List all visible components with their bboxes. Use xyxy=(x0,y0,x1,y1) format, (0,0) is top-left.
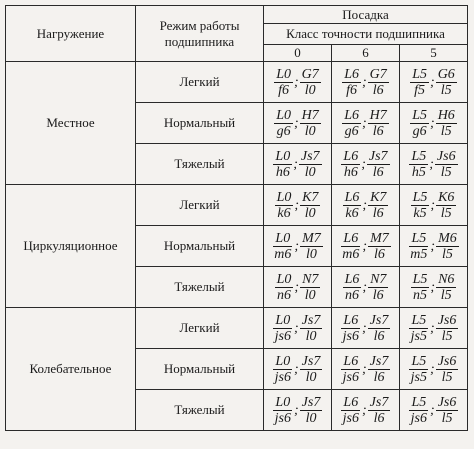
fit-numerator: L0 xyxy=(275,313,291,328)
fit-numerator: L6 xyxy=(344,190,360,205)
fit-numerator: N7 xyxy=(302,272,319,287)
shaft-fit-fraction xyxy=(341,313,361,344)
fit-expression xyxy=(409,395,459,426)
fit-cell xyxy=(400,349,468,390)
fit-numerator: H7 xyxy=(369,108,387,123)
fit-denominator: f6 xyxy=(346,83,358,98)
housing-fit-fraction xyxy=(300,108,321,139)
fit-separator: ; xyxy=(294,115,299,131)
shaft-fit-fraction xyxy=(409,354,429,385)
fit-numerator: L5 xyxy=(411,313,427,328)
fit-numerator: L6 xyxy=(343,231,359,246)
fit-cell xyxy=(264,390,332,431)
fit-denominator: h5 xyxy=(411,165,426,180)
fit-expression xyxy=(342,108,389,139)
fit-denominator: g6 xyxy=(412,124,427,139)
fit-expression xyxy=(410,67,457,98)
shaft-fit-fraction xyxy=(341,354,361,385)
mode-cell: Тяжелый xyxy=(136,390,264,431)
fit-numerator: L0 xyxy=(275,149,291,164)
fit-cell xyxy=(332,226,400,267)
mode-cell: Легкий xyxy=(136,62,264,103)
fit-separator: ; xyxy=(429,156,434,172)
fit-separator: ; xyxy=(430,320,435,336)
fit-denominator: l5 xyxy=(441,370,453,385)
fit-denominator: js6 xyxy=(342,411,359,426)
fit-denominator: js6 xyxy=(274,411,291,426)
housing-fit-fraction xyxy=(368,272,388,303)
housing-fit-fraction xyxy=(436,190,456,221)
fit-denominator: g6 xyxy=(344,124,359,139)
fit-numerator: L6 xyxy=(344,108,359,123)
fit-numerator: G7 xyxy=(301,67,319,82)
fit-denominator: l0 xyxy=(304,83,316,98)
fit-numerator: L6 xyxy=(343,354,359,369)
table-row xyxy=(6,308,468,349)
housing-fit-fraction xyxy=(300,190,320,221)
fit-numerator: L5 xyxy=(411,395,427,410)
fit-cell xyxy=(400,267,468,308)
fit-separator: ; xyxy=(362,115,367,131)
fit-expression xyxy=(409,149,457,180)
fit-separator: ; xyxy=(362,197,368,213)
fit-cell xyxy=(264,62,332,103)
fit-separator: ; xyxy=(430,279,436,295)
fit-denominator: l6 xyxy=(373,370,385,385)
fit-expression xyxy=(341,149,389,180)
fit-numerator: L0 xyxy=(276,108,291,123)
shaft-fit-fraction xyxy=(273,354,293,385)
mode-cell: Легкий xyxy=(136,308,264,349)
fit-cell xyxy=(264,144,332,185)
fit-separator: ; xyxy=(430,402,435,418)
mode-cell: Нормальный xyxy=(136,226,264,267)
fit-denominator: l5 xyxy=(441,411,453,426)
fit-numerator: L0 xyxy=(276,272,292,287)
fit-numerator: L0 xyxy=(276,190,292,205)
housing-fit-fraction xyxy=(368,231,391,262)
fit-numerator: Js7 xyxy=(301,313,321,328)
fit-numerator: Js7 xyxy=(369,354,389,369)
fit-numerator: L5 xyxy=(411,354,427,369)
fit-expression xyxy=(342,67,389,98)
fit-denominator: l5 xyxy=(440,83,452,98)
housing-fit-fraction xyxy=(300,354,323,385)
fit-cell xyxy=(264,185,332,226)
housing-fit-fraction xyxy=(436,272,456,303)
housing-fit-fraction xyxy=(300,272,320,303)
fit-numerator: G7 xyxy=(369,67,387,82)
fit-denominator: l6 xyxy=(373,411,385,426)
fit-separator: ; xyxy=(430,115,435,131)
fit-cell xyxy=(332,185,400,226)
fit-expression xyxy=(273,149,321,180)
fit-numerator: L0 xyxy=(275,231,291,246)
shaft-fit-fraction xyxy=(272,231,293,262)
header-mode: Режим работы подшипника xyxy=(136,6,264,62)
fit-denominator: k6 xyxy=(345,206,359,221)
shaft-fit-fraction xyxy=(410,108,429,139)
load-type-cell: Местное xyxy=(6,62,136,185)
fit-expression xyxy=(341,395,391,426)
housing-fit-fraction xyxy=(436,231,459,262)
shaft-fit-fraction xyxy=(410,67,429,98)
fits-table xyxy=(5,5,468,431)
housing-fit-fraction xyxy=(436,354,459,385)
fit-cell xyxy=(400,144,468,185)
shaft-fit-fraction xyxy=(273,395,293,426)
fit-cell xyxy=(264,267,332,308)
fit-denominator: n5 xyxy=(413,288,427,303)
fit-numerator: L0 xyxy=(276,67,291,82)
fit-numerator: L5 xyxy=(412,272,428,287)
fit-numerator: L5 xyxy=(412,108,428,123)
fit-denominator: l5 xyxy=(441,329,453,344)
shaft-fit-fraction xyxy=(273,149,292,180)
fit-separator: ; xyxy=(430,74,435,90)
mode-cell: Тяжелый xyxy=(136,267,264,308)
fit-expression xyxy=(340,231,390,262)
housing-fit-fraction xyxy=(299,149,322,180)
header-fit: Посадка xyxy=(264,6,468,24)
fit-numerator: L6 xyxy=(344,272,360,287)
table-row xyxy=(6,185,468,226)
fit-expression xyxy=(274,108,321,139)
fit-separator: ; xyxy=(294,197,300,213)
fit-denominator: l0 xyxy=(304,165,316,180)
fit-denominator: m6 xyxy=(342,247,360,262)
housing-fit-fraction xyxy=(300,395,323,426)
fit-numerator: K7 xyxy=(370,190,387,205)
fit-numerator: Js6 xyxy=(437,395,457,410)
shaft-fit-fraction xyxy=(274,108,293,139)
housing-fit-fraction xyxy=(436,313,459,344)
fit-numerator: L6 xyxy=(343,395,359,410)
fit-expression xyxy=(411,190,457,221)
fit-numerator: L0 xyxy=(275,395,291,410)
fit-numerator: K7 xyxy=(302,190,319,205)
housing-fit-fraction xyxy=(300,231,323,262)
fit-denominator: f6 xyxy=(278,83,290,98)
load-type-cell: Циркуляционное xyxy=(6,185,136,308)
fit-denominator: js5 xyxy=(410,329,428,344)
fit-cell xyxy=(400,390,468,431)
fit-denominator: l5 xyxy=(441,247,453,262)
fit-expression xyxy=(272,231,322,262)
fit-denominator: l0 xyxy=(304,124,316,139)
fit-denominator: m5 xyxy=(410,247,428,262)
housing-fit-fraction xyxy=(368,190,388,221)
fit-expression xyxy=(274,67,321,98)
shaft-fit-fraction xyxy=(275,190,294,221)
fit-separator: ; xyxy=(294,402,299,418)
fit-numerator: N6 xyxy=(438,272,455,287)
fit-denominator: g6 xyxy=(276,124,291,139)
housing-fit-fraction xyxy=(368,395,391,426)
fit-denominator: l0 xyxy=(304,288,316,303)
shaft-fit-fraction xyxy=(341,395,361,426)
fit-cell xyxy=(400,103,468,144)
fit-cell xyxy=(264,349,332,390)
fit-denominator: js6 xyxy=(342,329,359,344)
housing-fit-fraction xyxy=(300,313,323,344)
header-class: Класс точности подшипника xyxy=(264,24,468,45)
fit-denominator: l6 xyxy=(373,329,385,344)
fit-denominator: l6 xyxy=(372,206,384,221)
fit-numerator: Js6 xyxy=(437,313,457,328)
fit-separator: ; xyxy=(362,320,367,336)
shaft-fit-fraction xyxy=(342,67,361,98)
fit-numerator: L5 xyxy=(411,149,427,164)
table-body xyxy=(6,62,468,431)
fit-cell xyxy=(332,390,400,431)
header-class-0: 0 xyxy=(264,45,332,62)
shaft-fit-fraction xyxy=(409,313,429,344)
header-class-6: 6 xyxy=(332,45,400,62)
housing-fit-fraction xyxy=(436,108,457,139)
fit-denominator: js6 xyxy=(410,411,428,426)
shaft-fit-fraction xyxy=(409,395,429,426)
fit-numerator: Js7 xyxy=(369,395,389,410)
shaft-fit-fraction xyxy=(341,149,360,180)
shaft-fit-fraction xyxy=(343,190,362,221)
fit-denominator: l5 xyxy=(440,288,452,303)
mode-cell: Нормальный xyxy=(136,103,264,144)
table-row xyxy=(6,62,468,103)
fit-cell xyxy=(332,308,400,349)
shaft-fit-fraction xyxy=(275,272,294,303)
fit-numerator: M7 xyxy=(370,231,389,246)
fit-separator: ; xyxy=(362,74,367,90)
fit-expression xyxy=(410,108,457,139)
fit-cell xyxy=(264,308,332,349)
fit-numerator: Js6 xyxy=(436,149,456,164)
fit-denominator: m6 xyxy=(274,247,292,262)
fit-denominator: k6 xyxy=(277,206,291,221)
fit-separator: ; xyxy=(362,238,368,254)
fit-numerator: Js6 xyxy=(437,354,457,369)
fit-denominator: js6 xyxy=(274,370,291,385)
fit-numerator: H6 xyxy=(437,108,455,123)
fit-separator: ; xyxy=(430,361,435,377)
fit-numerator: M7 xyxy=(302,231,321,246)
header-class-5: 5 xyxy=(400,45,468,62)
fit-numerator: Js7 xyxy=(369,313,389,328)
housing-fit-fraction xyxy=(368,108,389,139)
fit-denominator: l0 xyxy=(305,329,317,344)
fit-numerator: K6 xyxy=(438,190,455,205)
fit-denominator: l0 xyxy=(305,247,317,262)
fit-numerator: L6 xyxy=(343,313,359,328)
fit-separator: ; xyxy=(294,279,300,295)
fit-expression xyxy=(408,231,458,262)
fit-numerator: Js7 xyxy=(301,395,321,410)
fit-expression xyxy=(273,354,323,385)
fit-numerator: L6 xyxy=(344,67,359,82)
fit-denominator: k5 xyxy=(413,206,427,221)
fit-numerator: L5 xyxy=(412,67,428,82)
fit-expression xyxy=(409,313,459,344)
housing-fit-fraction xyxy=(368,313,391,344)
fit-denominator: js6 xyxy=(274,329,291,344)
fit-separator: ; xyxy=(294,74,299,90)
fit-denominator: l0 xyxy=(305,370,317,385)
fit-separator: ; xyxy=(362,279,368,295)
fit-expression xyxy=(273,395,323,426)
fit-denominator: l0 xyxy=(305,411,317,426)
fit-expression xyxy=(273,313,323,344)
fit-separator: ; xyxy=(361,156,366,172)
fit-cell xyxy=(400,226,468,267)
mode-cell: Нормальный xyxy=(136,349,264,390)
fit-separator: ; xyxy=(430,197,436,213)
fit-numerator: G6 xyxy=(437,67,455,82)
fit-numerator: L5 xyxy=(412,190,428,205)
load-type-cell: Колебательное xyxy=(6,308,136,431)
fit-expression xyxy=(343,190,389,221)
fit-denominator: n6 xyxy=(344,288,359,303)
shaft-fit-fraction xyxy=(273,313,293,344)
fit-cell xyxy=(332,144,400,185)
fit-numerator: L5 xyxy=(411,231,427,246)
fit-numerator: Js7 xyxy=(301,354,321,369)
fit-denominator: h6 xyxy=(275,165,290,180)
fit-numerator: L6 xyxy=(343,149,359,164)
housing-fit-fraction xyxy=(367,149,390,180)
fit-separator: ; xyxy=(362,402,367,418)
fit-denominator: l6 xyxy=(372,288,384,303)
shaft-fit-fraction xyxy=(343,272,362,303)
fit-denominator: n6 xyxy=(276,288,291,303)
fit-expression xyxy=(341,313,391,344)
fit-separator: ; xyxy=(294,361,299,377)
housing-fit-fraction xyxy=(436,67,457,98)
fit-expression xyxy=(275,190,321,221)
fit-separator: ; xyxy=(294,320,299,336)
fit-numerator: Js7 xyxy=(300,149,320,164)
housing-fit-fraction xyxy=(300,67,321,98)
housing-fit-fraction xyxy=(436,395,459,426)
housing-fit-fraction xyxy=(435,149,458,180)
mode-cell: Тяжелый xyxy=(136,144,264,185)
fit-denominator: l6 xyxy=(372,165,384,180)
fit-denominator: js6 xyxy=(342,370,359,385)
fit-cell xyxy=(332,349,400,390)
fit-denominator: l6 xyxy=(372,124,384,139)
fit-cell xyxy=(400,62,468,103)
fit-separator: ; xyxy=(294,238,300,254)
fit-denominator: l6 xyxy=(372,83,384,98)
fit-denominator: l5 xyxy=(440,124,452,139)
shaft-fit-fraction xyxy=(340,231,361,262)
fit-cell xyxy=(332,62,400,103)
fit-denominator: l5 xyxy=(440,206,452,221)
fit-cell xyxy=(264,103,332,144)
header-load: Нагружение xyxy=(6,6,136,62)
shaft-fit-fraction xyxy=(409,149,428,180)
fit-numerator: H7 xyxy=(301,108,319,123)
fit-cell xyxy=(332,267,400,308)
housing-fit-fraction xyxy=(368,67,389,98)
fit-expression xyxy=(343,272,389,303)
fit-separator: ; xyxy=(362,361,367,377)
fit-cell xyxy=(264,226,332,267)
fit-numerator: M6 xyxy=(438,231,457,246)
fit-numerator: N7 xyxy=(370,272,387,287)
shaft-fit-fraction xyxy=(342,108,361,139)
fit-cell xyxy=(400,308,468,349)
fit-expression xyxy=(341,354,391,385)
fit-denominator: f5 xyxy=(414,83,426,98)
fit-separator: ; xyxy=(430,238,436,254)
fit-separator: ; xyxy=(293,156,298,172)
fit-expression xyxy=(411,272,457,303)
fit-expression xyxy=(275,272,321,303)
fit-cell xyxy=(332,103,400,144)
fit-cell xyxy=(400,185,468,226)
shaft-fit-fraction xyxy=(411,272,430,303)
fit-expression xyxy=(409,354,459,385)
fit-numerator: L0 xyxy=(275,354,291,369)
fit-denominator: l6 xyxy=(373,247,385,262)
fit-denominator: l0 xyxy=(304,206,316,221)
shaft-fit-fraction xyxy=(274,67,293,98)
fit-numerator: Js7 xyxy=(368,149,388,164)
mode-cell: Легкий xyxy=(136,185,264,226)
shaft-fit-fraction xyxy=(411,190,430,221)
fit-denominator: h6 xyxy=(343,165,358,180)
fit-denominator: js5 xyxy=(410,370,428,385)
shaft-fit-fraction xyxy=(408,231,429,262)
fit-denominator: l5 xyxy=(440,165,452,180)
housing-fit-fraction xyxy=(368,354,391,385)
